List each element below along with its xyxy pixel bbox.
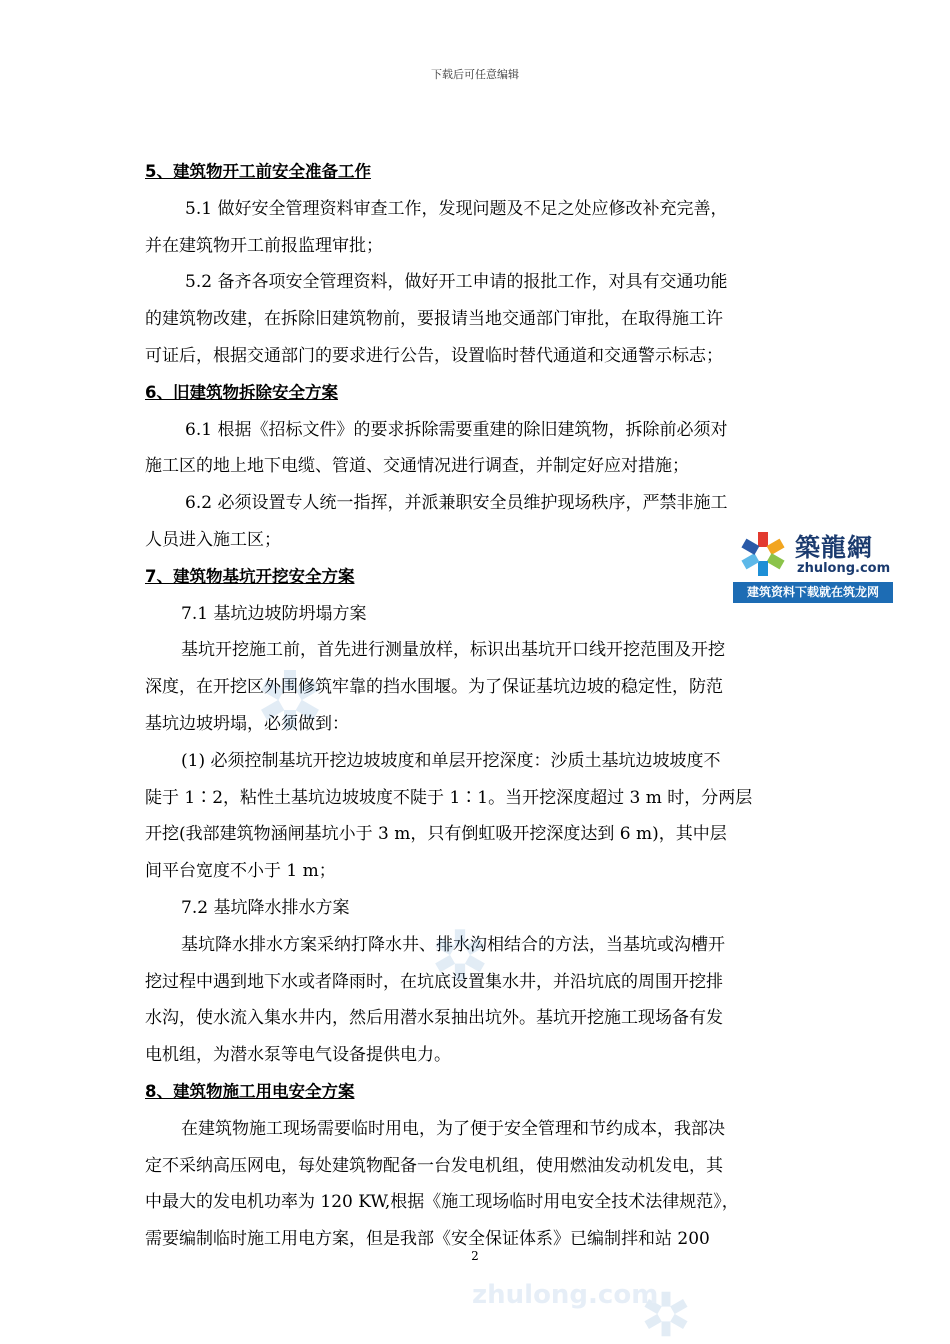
watermark-icon-center (430, 925, 490, 985)
paragraph-5-1-line-2: 并在建筑物开工前报监理审批； (145, 235, 383, 256)
subheading-7-2: 7.2 基坑降水排水方案 (181, 897, 350, 918)
page-header-note: 下载后可任意编辑 (431, 68, 519, 81)
watermark-text: zhulong.com (472, 1280, 659, 1310)
zhulong-logo-icon (737, 529, 789, 579)
paragraph-5-2-line-3: 可证后，根据交通部门的要求进行公告，设置临时替代通道和交通警示标志； (145, 345, 723, 366)
section-heading-7: 7、建筑物基坑开挖安全方案 (145, 566, 355, 586)
paragraph-7-1-line-3: 基坑边坡坍塌，必须做到： (145, 713, 349, 734)
paragraph-7-2-line-1: 基坑降水排水方案采纳打降水井、排水沟相结合的方法，当基坑或沟槽开 (181, 934, 725, 955)
paragraph-7-2-line-2: 挖过程中遇到地下水或者降雨时，在坑底设置集水井，并沿坑底的周围开挖排 (145, 971, 723, 992)
paragraph-8-line-1: 在建筑物施工现场需要临时用电，为了便于安全管理和节约成本，我部决 (181, 1118, 725, 1139)
paragraph-7-1-item-1-line-2: 陡于 1∶2，粘性土基坑边坡坡度不陡于 1∶1。当开挖深度超过 3 m 时，分两层 (145, 787, 753, 808)
subheading-7-1: 7.1 基坑边坡防坍塌方案 (181, 603, 367, 624)
logo-banner: 建筑资料下载就在筑龙网 (733, 582, 893, 603)
watermark-icon-left (255, 665, 325, 735)
paragraph-5-2-line-2: 的建筑物改建，在拆除旧建筑物前，要报请当地交通部门审批，在取得施工许 (145, 309, 723, 330)
section-heading-8: 8、建筑物施工用电安全方案 (145, 1081, 355, 1101)
logo-name: 築龍網 (795, 533, 874, 562)
paragraph-7-1-line-2: 深度，在开挖区外围修筑牢靠的挡水围堰。为了保证基坑边坡的稳定性，防范 (145, 677, 723, 698)
section-heading-6: 6、旧建筑物拆除安全方案 (145, 382, 338, 402)
zhulong-logo (733, 525, 893, 603)
paragraph-7-2-line-3: 水沟，使水流入集水井内，然后用潜水泵抽出坑外。基坑开挖施工现场备有发 (145, 1008, 723, 1029)
paragraph-7-1-line-1: 基坑开挖施工前，首先进行测量放样，标识出基坑开口线开挖范围及开挖 (181, 640, 725, 661)
paragraph-7-1-item-1-line-3: 开挖(我部建筑物涵闸基坑小于 3 m，只有倒虹吸开挖深度达到 6 m)，其中层 (145, 824, 727, 845)
paragraph-8-line-2: 定不采纳高压网电，每处建筑物配备一台发电机组，使用燃油发动机发电，其 (145, 1155, 723, 1176)
paragraph-8-line-4: 需要编制临时施工用电方案，但是我部《安全保证体系》已编制拌和站 200 (145, 1229, 710, 1250)
paragraph-5-1-line-1: 5.1 做好安全管理资料审查工作，发现问题及不足之处应修改补充完善， (185, 198, 728, 219)
paragraph-6-1-line-1: 6.1 根据《招标文件》的要求拆除需要重建的除旧建筑物，拆除前必须对 (185, 419, 728, 440)
paragraph-6-1-line-2: 施工区的地上地下电缆、管道、交通情况进行调查，并制定好应对措施； (145, 456, 689, 477)
paragraph-6-2-line-2: 人员进入施工区； (145, 529, 281, 550)
logo-domain: zhulong.com (797, 561, 891, 576)
document-body (145, 154, 805, 1258)
paragraph-6-2-line-1: 6.2 必须设置专人统一指挥，并派兼职安全员维护现场秩序，严禁非施工 (185, 493, 728, 514)
section-heading-5: 5、建筑物开工前安全准备工作 (145, 162, 371, 181)
paragraph-7-1-item-1-line-1: (1) 必须控制基坑开挖边坡坡度和单层开挖深度：沙质土基坑边坡坡度不 (181, 750, 721, 771)
paragraph-8-line-3: 中最大的发电机功率为 120 KW,根据《施工现场临时用电安全技术法律规范》， (145, 1192, 739, 1213)
paragraph-7-1-item-1-line-4: 间平台宽度不小于 1 m； (145, 861, 336, 882)
page-number: 2 (471, 1249, 479, 1263)
paragraph-7-2-line-4: 电机组，为潜水泵等电气设备提供电力。 (145, 1045, 451, 1066)
paragraph-5-2-line-1: 5.2 备齐各项安全管理资料，做好开工申请的报批工作，对具有交通功能 (185, 272, 728, 293)
